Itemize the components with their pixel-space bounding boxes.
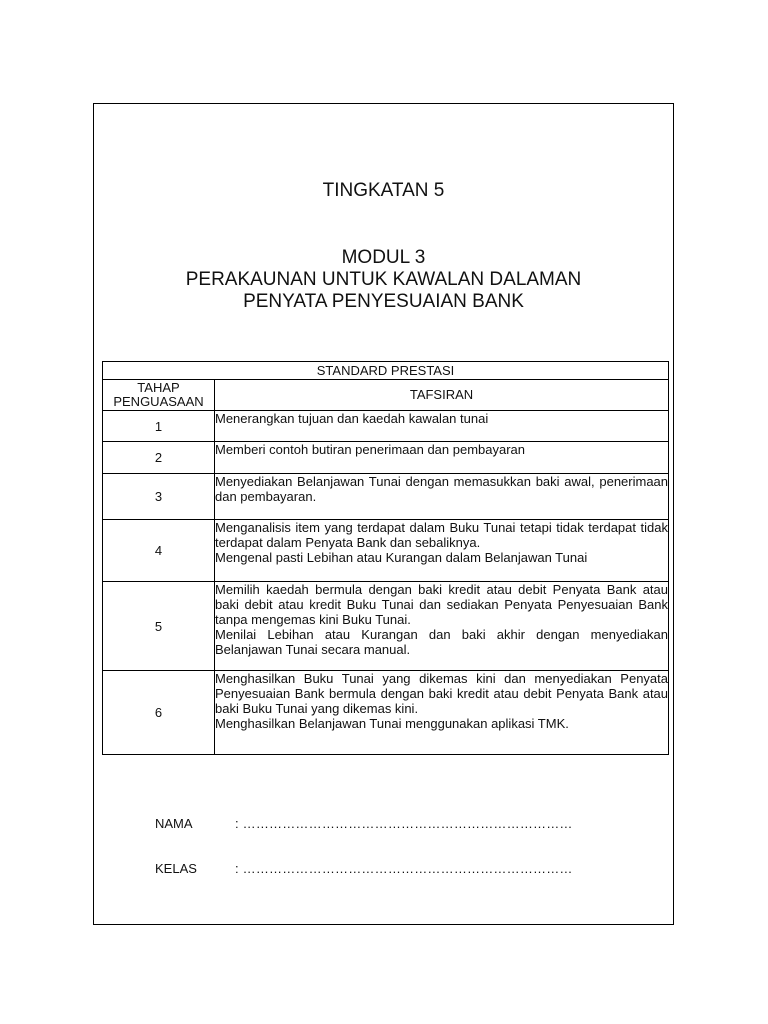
name-label: NAMA xyxy=(155,816,193,831)
level-cell: 2 xyxy=(103,442,215,474)
description-line: Memberi contoh butiran penerimaan dan pembayaran xyxy=(215,442,526,457)
description-cell xyxy=(215,442,669,474)
description-cell xyxy=(215,582,669,671)
column-header-level-line-2: PENGUASAAN xyxy=(113,394,204,409)
level-cell: 5 xyxy=(103,582,215,671)
table-caption-row xyxy=(103,362,669,380)
table-row xyxy=(103,520,669,582)
level-cell: 1 xyxy=(103,411,215,442)
table-row xyxy=(103,582,669,671)
level-cell: 6 xyxy=(103,671,215,755)
level-cell: 4 xyxy=(103,520,215,582)
class-label: KELAS xyxy=(155,861,197,876)
column-header-level xyxy=(103,380,215,411)
description-line: Menyediakan Belanjawan Tunai dengan memasukkan baki awal, penerimaan dan pembayaran. xyxy=(215,474,669,504)
description-cell xyxy=(215,474,669,520)
description-cell xyxy=(215,411,669,442)
table-row xyxy=(103,474,669,520)
table-header-row xyxy=(103,380,669,411)
description-line: Memilih kaedah bermula dengan baki kredit atau debit Penyata Bank atau baki debit atau kredit Buku Tunai dan sediakan Penyata Penyesuaian Bank tanpa mengemas kini Buku Tunai. xyxy=(215,582,669,627)
description-line: Menilai Lebihan atau Kurangan dan baki akhir dengan menyediakan Belanjawan Tunai secara manual. xyxy=(215,627,669,657)
description-line: Menghasilkan Buku Tunai yang dikemas kini dan menyediakan Penyata Penyesuaian Bank bermula dengan baki kredit atau debit Penyata Bank atau baki Buku Tunai yang dikemas kini. xyxy=(215,671,669,716)
table-row xyxy=(103,442,669,474)
description-line: Menganalisis item yang terdapat dalam Buku Tunai tetapi tidak terdapat tidak terdapat dalam Penyata Bank dan sebaliknya. xyxy=(215,520,669,550)
name-blank-line[interactable]: : ………………………………………………………………… xyxy=(235,816,573,831)
class-blank-line[interactable]: : ………………………………………………………………… xyxy=(235,861,573,876)
cover-page-frame xyxy=(93,103,674,925)
module-title-line-2: PENYATA PENYESUAIAN BANK xyxy=(243,291,524,312)
column-header-level-line-1: TAHAP xyxy=(137,380,180,395)
description-line: Menghasilkan Belanjawan Tunai menggunakan aplikasi TMK. xyxy=(215,716,569,731)
description-cell xyxy=(215,520,669,582)
module-heading xyxy=(94,247,673,313)
level-cell: 3 xyxy=(103,474,215,520)
table-caption: STANDARD PRESTASI xyxy=(103,362,669,380)
description-line: Menerangkan tujuan dan kaedah kawalan tunai xyxy=(215,411,489,426)
module-number: MODUL 3 xyxy=(341,247,426,268)
table-row xyxy=(103,671,669,755)
performance-standard-table xyxy=(102,361,669,755)
table-row xyxy=(103,411,669,442)
column-header-description: TAFSIRAN xyxy=(215,380,669,411)
module-title-line-1: PERAKAUNAN UNTUK KAWALAN DALAMAN xyxy=(185,269,582,290)
description-cell xyxy=(215,671,669,755)
grade-heading: TINGKATAN 5 xyxy=(322,180,445,201)
description-line: Mengenal pasti Lebihan atau Kurangan dalam Belanjawan Tunai xyxy=(215,550,588,565)
